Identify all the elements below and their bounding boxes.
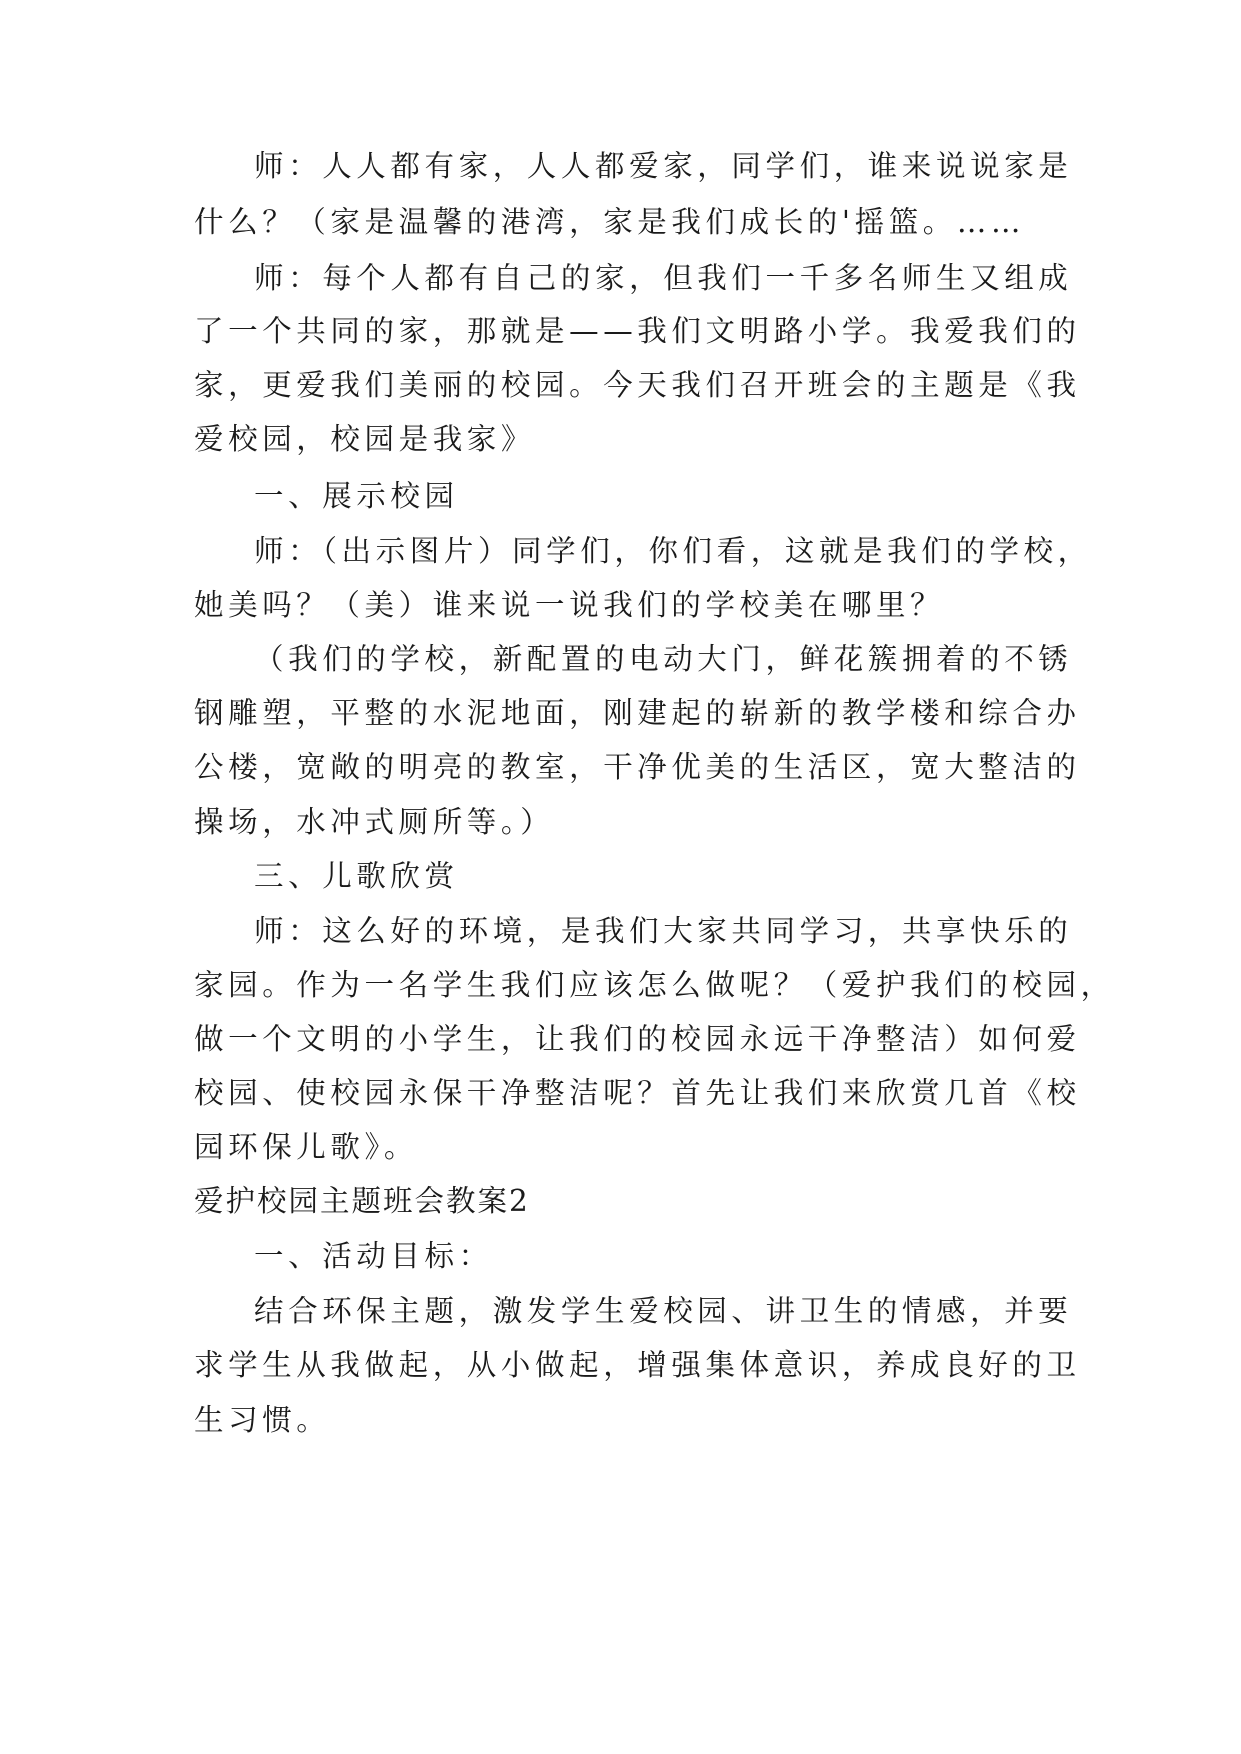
paragraph-line: 了一个共同的家，那就是——我们文明路小学。我爱我们的 (194, 314, 1081, 348)
paragraph-line: 什么？（家是温馨的港湾，家是我们成长的'摇篮。…… (194, 205, 1026, 239)
section-heading: 三、儿歌欣赏 (254, 859, 459, 893)
paragraph-line: 钢雕塑，平整的水泥地面，刚建起的崭新的教学楼和综合办 (194, 696, 1081, 730)
paragraph-line: 师：这么好的环境，是我们大家共同学习，共享快乐的 (254, 914, 1073, 948)
paragraph-line: 生习惯。 (194, 1403, 331, 1437)
document-title: 爱护校园主题班会教案2 (194, 1184, 530, 1218)
paragraph-line: 结合环保主题，激发学生爱校园、讲卫生的情感，并要 (254, 1294, 1073, 1328)
paragraph-line: 操场，水冲式厕所等。） (194, 805, 555, 839)
paragraph-line: 做一个文明的小学生，让我们的校园永远干净整洁）如何爱 (194, 1022, 1081, 1056)
paragraph-line: 师：人人都有家，人人都爱家，同学们，谁来说说家是 (254, 149, 1073, 183)
paragraph-line: 师：（出示图片）同学们，你们看，这就是我们的学校， (254, 534, 1092, 568)
paragraph-line: 她美吗？（美）谁来说一说我们的学校美在哪里？ (194, 588, 945, 622)
paragraph-line: 爱校园，校园是我家》 (194, 422, 536, 456)
paragraph-line: 校园、使校园永保干净整洁呢？首先让我们来欣赏几首《校 (194, 1076, 1081, 1110)
section-heading: 一、活动目标： (254, 1239, 493, 1273)
paragraph-line: 家园。作为一名学生我们应该怎么做呢？（爱护我们的校园， (194, 968, 1115, 1002)
paragraph-line: 园环保儿歌》。 (194, 1130, 418, 1164)
paragraph-line: 师：每个人都有自己的家，但我们一千多名师生又组成 (254, 261, 1073, 295)
section-heading: 一、展示校园 (254, 479, 459, 513)
paragraph-line: 公楼，宽敞的明亮的教室，干净优美的生活区，宽大整洁的 (194, 750, 1081, 784)
paragraph-line: （我们的学校，新配置的电动大门，鲜花簇拥着的不锈 (254, 642, 1073, 676)
paragraph-line: 家，更爱我们美丽的校园。今天我们召开班会的主题是《我 (194, 368, 1081, 402)
paragraph-line: 求学生从我做起，从小做起，增强集体意识，养成良好的卫 (194, 1348, 1081, 1382)
